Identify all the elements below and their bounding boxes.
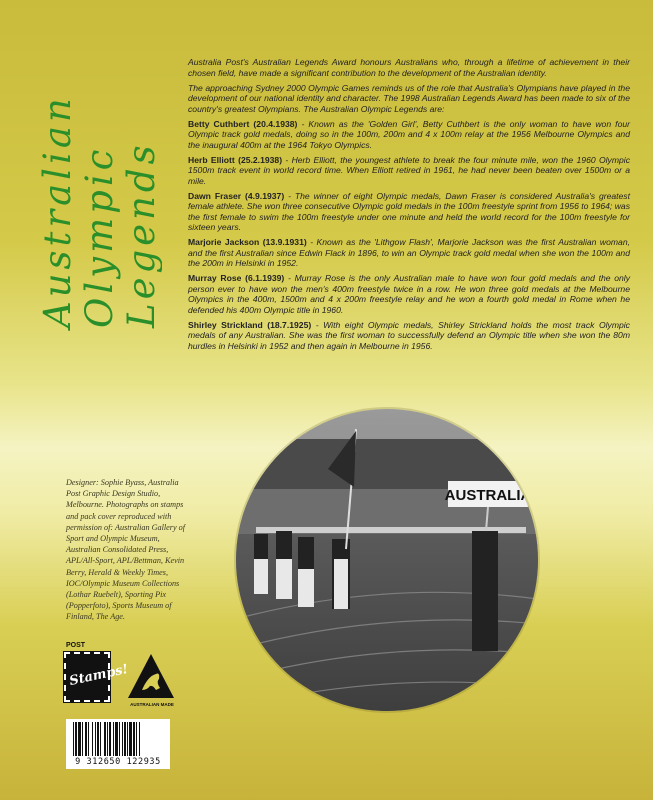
design-credits: Designer: Sophie Byass, Australia Post Graphic Design Studio, Melbourne. Photographs on stamps and pack cover reproduced with permission of: Australian Gallery of Sport and Olympic Museum, Australian Consolidated Press, APL/All-Sport, APL/Bettman, Kevin Berry, Herald & Weekly Times, IOC/Olympic Museum Collections (Lothar Ruebelt), Sporting Pix (Popperfoto), Sports Museum of Finland, The Age.	[66, 478, 186, 622]
barcode-bar	[109, 722, 111, 756]
paragraph-text: - Known as the 'Golden Girl', Betty Cuthbert is the only woman to have won four Olympic track gold medals, doing so in the 100m, 200m and 4 x 100m relay at the 1956 Melbourne Olympics and the inaugural 400m at the 1964 Tokyo Olympics.	[188, 118, 630, 150]
olympic-parade-photo	[236, 409, 538, 711]
paragraph-text: - Herb Elliott, the youngest athlete to break the four minute mile, won the 1960 Olympic 1500m track event in world record time. When Elliott retired in 1961, he had never been beaten over 1500m or a mile.	[188, 154, 630, 186]
paragraph-text: The approaching Sydney 2000 Olympic Games reminds us of the role that Australia's Olympians have played in the development of our national identity and character. The 1998 Australian Legends Award has been made to six of the country's greatest Olympians. The Australian Olympic Legends are:	[188, 82, 630, 114]
barcode-bar	[139, 722, 140, 756]
title-line-3: Legends	[120, 141, 162, 328]
barcode-bar	[127, 722, 128, 756]
title-line-2: Olympic	[78, 145, 121, 328]
body-paragraph	[188, 237, 630, 269]
barcode-bar	[85, 722, 87, 756]
title-svg	[22, 28, 162, 340]
stamps-box	[64, 652, 130, 702]
barcode-bar	[129, 722, 132, 756]
body-paragraph	[188, 320, 630, 352]
body-paragraph	[188, 83, 630, 115]
paragraph-text: - Murray Rose is the only Australian male to have won four gold medals and the only person ever to have won the men's 400m freestyle twice in a row. He won three gold medals at the Melbourne Olympics in the 400m, 1500m and 4 x 200m freestyle relay and he won a fourth gold medal in Rome when he defended his 400m Olympic title in 1960.	[188, 273, 630, 315]
barcode-bar	[92, 722, 93, 756]
legend-name: Shirley Strickland (18.7.1925)	[188, 319, 312, 330]
legend-name: Dawn Fraser (4.9.1937)	[188, 190, 285, 201]
barcode-bar	[75, 722, 77, 756]
barcode-bar	[136, 722, 137, 756]
barcode-bar	[100, 722, 101, 756]
body-paragraph	[188, 191, 630, 233]
australian-made-logo	[126, 652, 176, 710]
paragraph-text: - Known as the 'Lithgow Flash', Marjorie Jackson was the first Australian woman, and the first Australian since Edwin Flack in 1896, to win an Olympic track gold medal when she won the 100m and the 200m in Helsinki in 1952.	[188, 237, 630, 268]
barcode-bar	[107, 722, 108, 756]
barcode-number: 9 312650 122935	[75, 757, 161, 767]
legend-name: Murray Rose (6.1.1939)	[188, 273, 285, 283]
barcode-bar	[95, 722, 96, 756]
body-paragraph	[188, 273, 630, 315]
body-paragraph	[188, 155, 630, 187]
barcode-bar	[78, 722, 81, 756]
kangaroo-triangle-icon	[126, 652, 176, 702]
stamps-label: Stamps!	[68, 661, 130, 690]
photo-sign-text: AUSTRALIA	[444, 487, 532, 504]
barcode-bar	[133, 722, 135, 756]
barcode-bar	[124, 722, 126, 756]
barcode-bar	[122, 722, 123, 756]
barcode	[66, 719, 170, 769]
legend-name: Marjorie Jackson (13.9.1931)	[188, 237, 307, 247]
title-line-1: Australian	[36, 94, 79, 328]
vertical-title	[22, 28, 162, 340]
photo-svg	[236, 409, 538, 711]
barcode-bars	[71, 722, 165, 756]
barcode-bar	[82, 722, 83, 756]
paragraph-text: - The winner of eight Olympic medals, Dawn Fraser is considered Australia's greatest female athlete. She won three consecutive Olympic gold medals in the 100m freestyle sprint from 1956 to 1964; was the first female to swim the 100m freestyle under one minute and held the world record for the 100m freestyle for sixteen years.	[188, 190, 630, 232]
barcode-bar	[104, 722, 106, 756]
body-paragraph	[188, 57, 630, 78]
australian-made-label: AUSTRALIAN MADE	[130, 702, 174, 707]
paragraph-text: Australia Post's Australian Legends Award honours Australians who, through a lifetime of achievement in their chosen field, have made a significant contribution to the development of the Australian identity.	[188, 57, 630, 78]
barcode-bar	[88, 722, 89, 756]
legend-name: Herb Elliott (25.2.1938)	[188, 154, 283, 165]
barcode-bar	[97, 722, 99, 756]
post-label: POST	[66, 642, 86, 649]
paragraph-text: - With eight Olympic medals, Shirley Strickland holds the most track Olympic medals of any Australian. She was the first woman to successfully defend an Olympic title when she won the 80m hurdles in Helsinki in 1952 and then again in Melbourne in 1956.	[188, 319, 630, 351]
body-text	[188, 57, 630, 356]
body-paragraph	[188, 119, 630, 151]
barcode-bar	[119, 722, 120, 756]
barcode-bar	[115, 722, 118, 756]
barcode-bar	[73, 722, 74, 756]
barcode-bar	[113, 722, 114, 756]
stamps-logo	[64, 640, 130, 708]
legend-name: Betty Cuthbert (20.4.1938)	[188, 118, 298, 129]
